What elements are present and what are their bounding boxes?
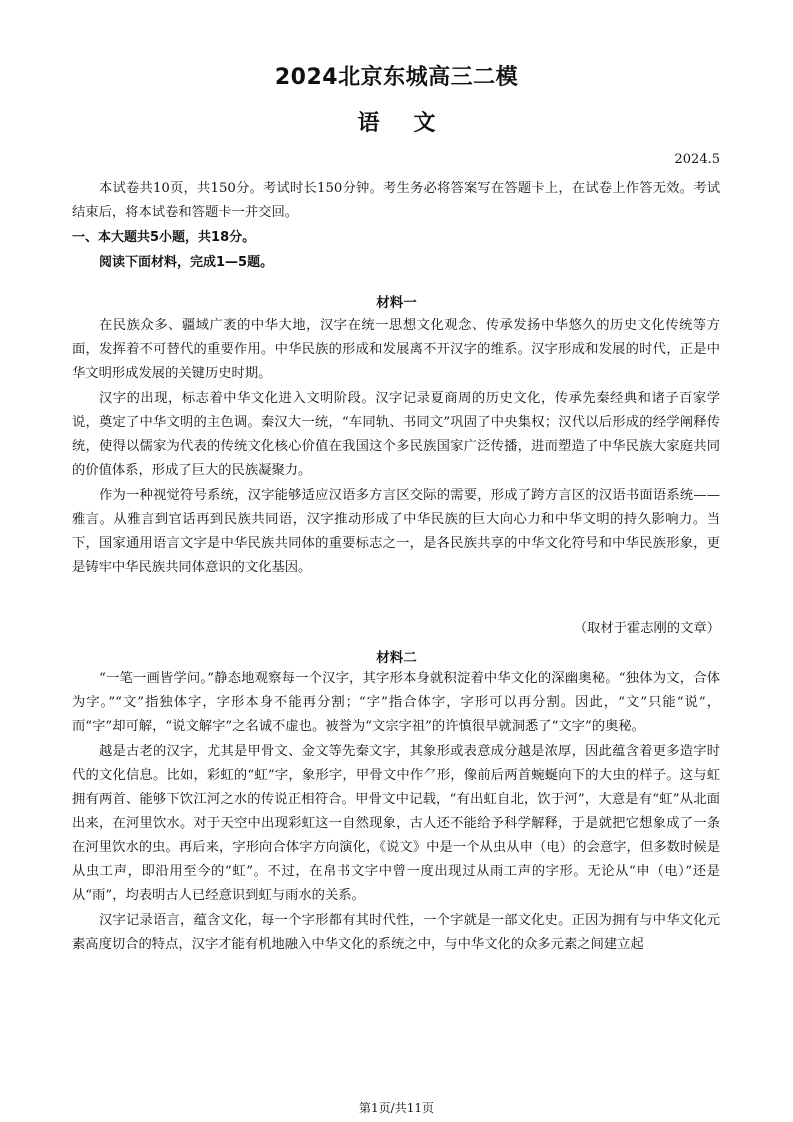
material-one-paragraph: 在民族众多、疆域广袤的中华大地，汉字在统一思想文化观念、传承发扬中华悠久的历史文化传统等方面，发挥着不可替代的重要作用。中华民族的形成和发展离不开汉字的维系。汉字形成和发展的时代，正是中华文明形成发展的关键历史时期。 [72, 318, 720, 381]
material-two-heading: 材料二 [376, 650, 417, 666]
page-number: 第1页/共11页 [359, 1101, 434, 1115]
exam-date: 2024.5 [674, 152, 720, 167]
material-one-paragraph: 汉字的出现，标志着中华文化进入文明阶段。汉字记录夏商周的历史文化，传承先秦经典和诸子百家学说，奠定了中华文明的主色调。秦汉大一统，“车同轨、书同文”巩固了中央集权；汉代以后形成的经学阐释传统，使得以儒家为代表的传统文化核心价值在我国这个多民族国家广泛传播，进而塑造了中华民族大家庭共同的价值体系，形成了巨大的民族凝聚力。 [72, 391, 720, 478]
material-two-paragraph: 越是古老的汉字，尤其是甲骨文、金文等先秦文字，其象形或表意成分越是浓厚，因此蕴含着更多造字时代的文化信息。比如，彩虹的“虹”字，象形字，甲骨文中作⺈形，像前后两首蜿蜒向下的大虫的样子。这与虹拥有两首、能够下饮江河之水的传说正相符合。甲骨文中记载，“有出虹自北，饮于河”，大意是有“虹”从北面出来，在河里饮水。对于天空中出现彩虹这一自然现象，古人还不能给予科学解释，于是就把它想象成了一条在河里饮水的虫。再后来，字形向合体字方向演化，《说文》中是一个从虫从申（电）的会意字，但多数时候是从虫工声，即沿用至今的“虹”。不过，在帛书文字中曾一度出现过从雨工声的字形。无论从“申（电）”还是从“雨”，均表明古人已经意识到虹与雨水的关系。 [72, 744, 720, 903]
material-one-paragraph: 作为一种视觉符号系统，汉字能够适应汉语多方言区交际的需要，形成了跨方言区的汉语书面语系统——雅言。从雅言到官话再到民族共同语，汉字推动形成了中华民族的巨大向心力和中华文明的持久影响力。当下，国家通用语言文字是中华民族共同体的重要标志之一，是各民族共享的中华文化符号和中华民族形象，更是铸牢中华民族共同体意识的文化基因。 [72, 488, 720, 575]
material-one-body [72, 314, 720, 580]
material-one-source: （取材于霍志刚的文章） [573, 621, 720, 636]
instructions-block [72, 177, 720, 275]
exam-notice: 本试卷共10页，共150分。考试时长150分钟。考生务必将答案写在答题卡上，在试卷上作答无效。考试结束后，将本试卷和答题卡一并交回。 [72, 181, 720, 220]
material-two-paragraph: “一笔一画皆学问。”静态地观察每一个汉字，其字形本身就积淀着中华文化的深幽奥秘。“独体为文，合体为字。”“文”指独体字，字形本身不能再分割；“字”指合体字，字形可以再分割。因此，“文”只能“说”，而“字”却可解，“说文解字”之名诚不虚也。被誉为“文宗字祖”的许慎很早就洞悉了“文字”的奥秘。 [72, 671, 720, 734]
material-two-paragraph: 汉字记录语言，蕴含文化，每一个字形都有其时代性，一个字就是一部文化史。正因为拥有与中华文化元素高度切合的特点，汉字才能有机地融入中华文化的系统之中，与中华文化的众多元素之间建立起 [72, 913, 720, 952]
reading-prompt: 阅读下面材料，完成1—5题。 [99, 255, 274, 270]
material-one-heading: 材料一 [376, 295, 417, 311]
subject-title: 语文 [357, 111, 470, 136]
material-two-body [72, 667, 720, 957]
exam-title: 2024北京东城高三二模 [274, 65, 519, 90]
section-one-heading: 一、本大题共5小题，共18分。 [72, 230, 256, 245]
